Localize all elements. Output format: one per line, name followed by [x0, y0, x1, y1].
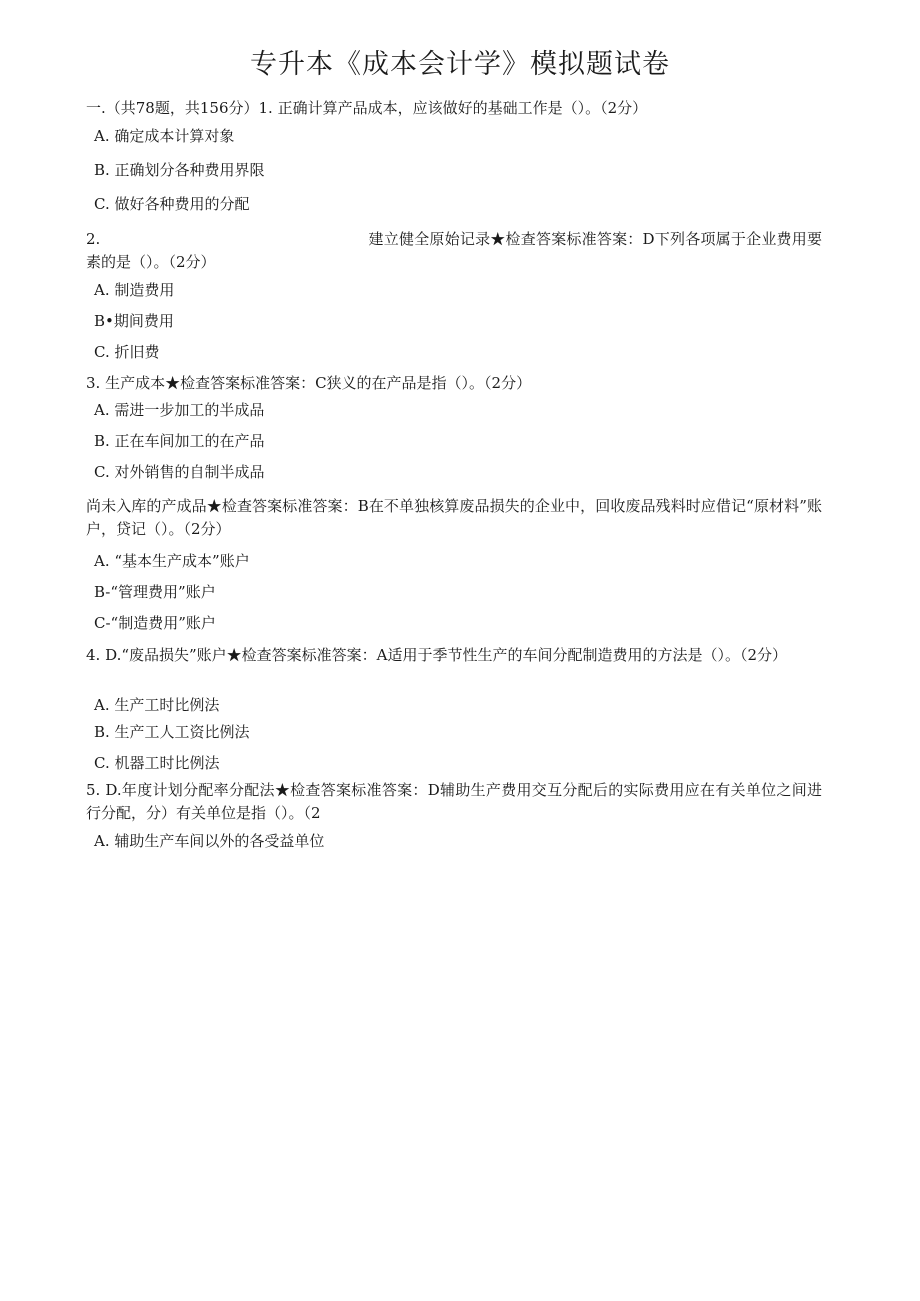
q4-option-c: C-“制造费用”账户 [94, 614, 216, 632]
question-2-text: 建立健全原始记录★检查答案标准答案：D下列各项属于企业费用要素的是（）。（2分） [86, 230, 822, 271]
q2-option-b: B•期间费用 [94, 312, 174, 330]
q4-option-b: B-“管理费用”账户 [94, 583, 216, 601]
question-5: 4. D.“废品损失”账户★检查答案标准答案：A适用于季节性生产的车间分配制造费用的方法是（）。（2分） [86, 646, 788, 664]
question-2 [86, 228, 822, 274]
q4-option-a: A. “基本生产成本”账户 [94, 552, 250, 570]
q5-option-a: A. 生产工时比例法 [94, 696, 220, 714]
question-3: 3. 生产成本★检查答案标准答案：C狭义的在产品是指（）。（2分） [86, 374, 532, 392]
q1-option-a: A. 确定成本计算对象 [94, 127, 235, 145]
question-2-number: 2. [86, 230, 101, 248]
q3-option-c: C. 对外销售的自制半成品 [94, 463, 265, 481]
question-6: 5. D.年度计划分配率分配法★检查答案标准答案：D辅助生产费用交互分配后的实际费用应在有关单位之间进行分配，分）有关单位是指（）。（2 [86, 781, 822, 822]
q1-option-b: B. 正确划分各种费用界限 [94, 161, 265, 179]
question-4: 尚未入库的产成品★检查答案标准答案：B在不单独核算废品损失的企业中，回收废品残料时应借记“原材料”账户，贷记（）。（2分） [86, 497, 822, 538]
q3-option-b: B. 正在车间加工的在产品 [94, 432, 265, 450]
q5-option-b: B. 生产工人工资比例法 [94, 723, 250, 741]
q2-option-c: C. 折旧费 [94, 343, 160, 361]
q3-option-a: A. 需进一步加工的半成品 [94, 401, 265, 419]
section-intro: 一.（共78题，共156分）1. 正确计算产品成本，应该做好的基础工作是（）。（2分） [86, 99, 648, 117]
q1-option-c: C. 做好各种费用的分配 [94, 195, 250, 213]
q5-option-c: C. 机器工时比例法 [94, 754, 220, 772]
q2-option-a: A. 制造费用 [94, 281, 175, 299]
q6-option-a: A. 辅助生产车间以外的各受益单位 [94, 832, 325, 850]
page-title: 专升本《成本会计学》模拟题试卷 [250, 49, 670, 80]
